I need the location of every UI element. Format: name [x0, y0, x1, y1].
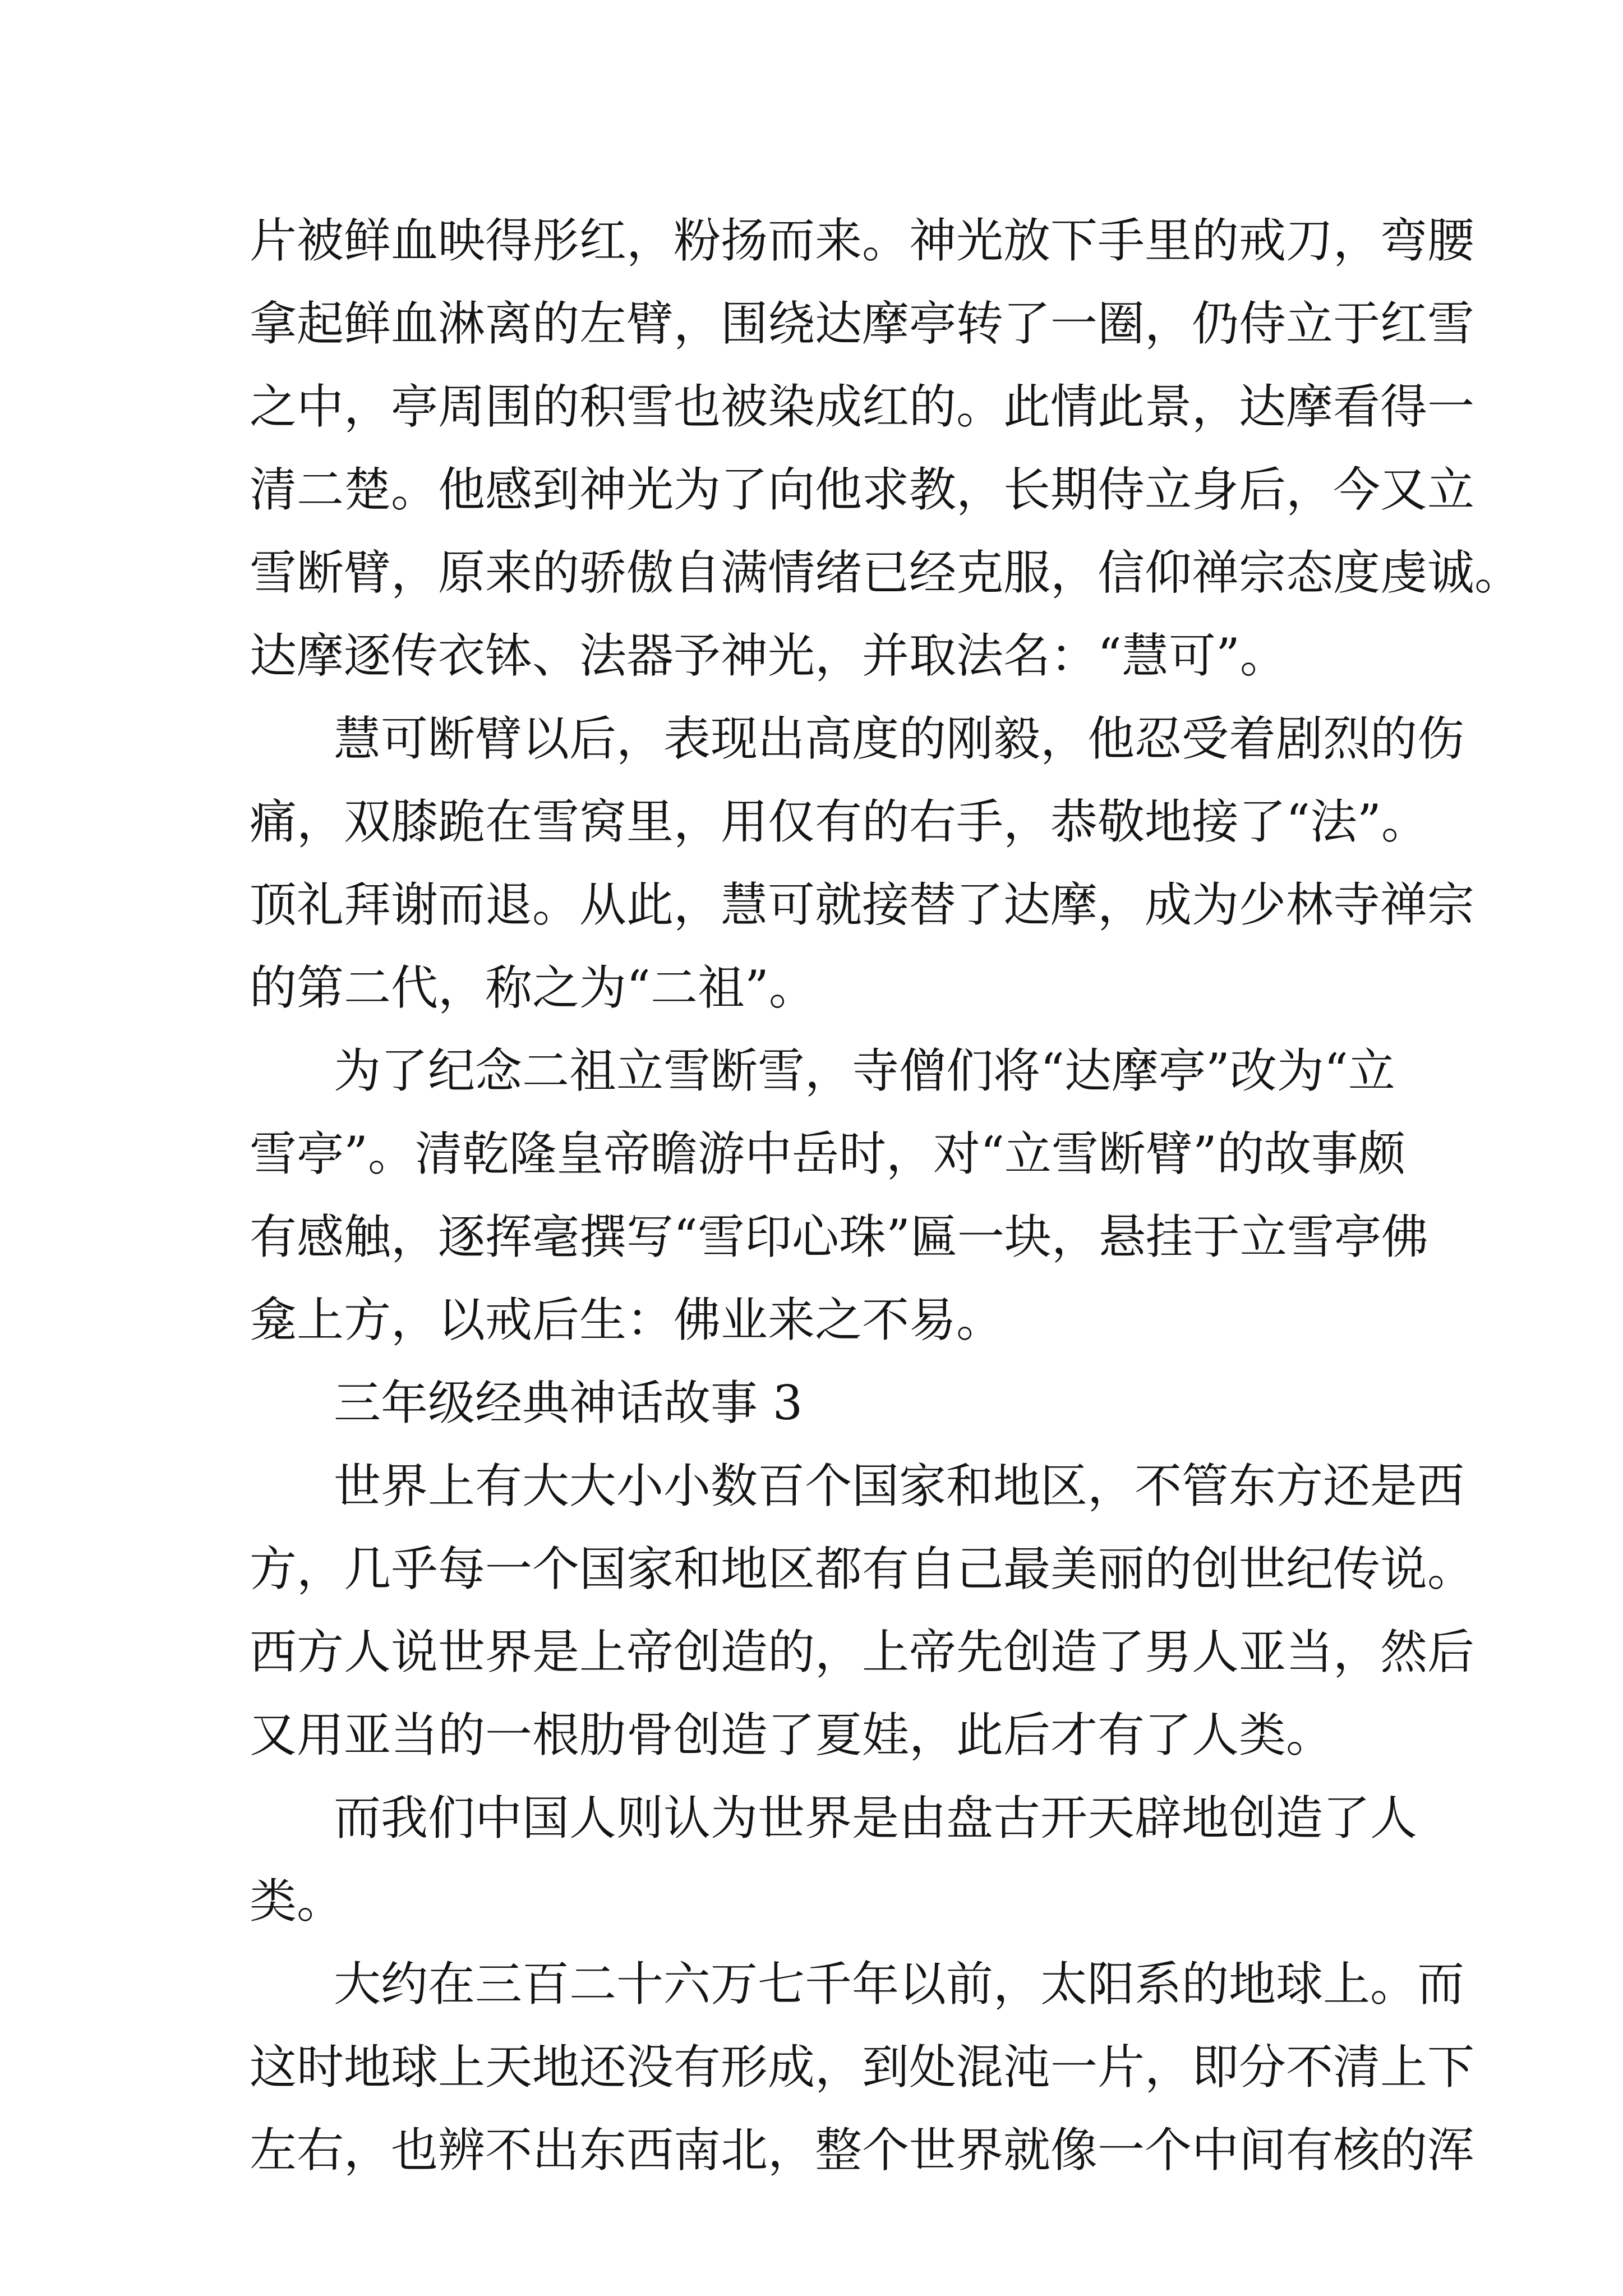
- text-line: 之中，亭周围的积雪也被染成红的。此情此景，达摩看得一: [250, 379, 1475, 434]
- section-heading: 三年级经典神话故事 3: [334, 1375, 803, 1430]
- paragraph-first-line: 大约在三百二十六万七千年以前，太阳系的地球上。而: [334, 1957, 1465, 2012]
- text-line: 方，几乎每一个国家和地区都有自己最美丽的创世纪传说。: [250, 1542, 1475, 1596]
- text-line: 类。: [250, 1874, 344, 1929]
- text-line: 拿起鲜血淋离的左臂，围绕达摩亭转了一圈，仍侍立于红雪: [250, 296, 1475, 351]
- text-line: 这时地球上天地还没有形成，到处混沌一片，即分不清上下: [250, 2040, 1475, 2095]
- text-line: 的第二代，称之为“二祖”。: [250, 960, 816, 1015]
- text-line: 左右，也辨不出东西南北，整个世界就像一个中间有核的浑: [250, 2123, 1475, 2178]
- paragraph-first-line: 为了纪念二祖立雪断雪，寺僧们将“达摩亭”改为“立: [334, 1043, 1395, 1098]
- text-line: 有感触，逐挥毫撰写“雪印心珠”匾一块，悬挂于立雪亭佛: [250, 1209, 1428, 1264]
- paragraph-first-line: 慧可断臂以后，表现出高度的刚毅，他忍受着剧烈的伤: [334, 711, 1465, 766]
- body-text: [250, 199, 1522, 2192]
- text-line: 片被鲜血映得彤红，粉扬而来。神光放下手里的戒刀，弯腰: [250, 213, 1475, 268]
- text-line: 雪亭”。清乾隆皇帝瞻游中岳时，对“立雪断臂”的故事颇: [250, 1126, 1405, 1181]
- paragraph-first-line: 世界上有大大小小数百个国家和地区，不管东方还是西: [334, 1458, 1465, 1513]
- paragraph-first-line: 而我们中国人则认为世界是由盘古开天辟地创造了人: [334, 1791, 1418, 1846]
- text-line: 顶礼拜谢而退。从此，慧可就接替了达摩，成为少林寺禅宗: [250, 877, 1475, 932]
- text-line: 西方人说世界是上帝创造的，上帝先创造了男人亚当，然后: [250, 1625, 1475, 1680]
- text-line: 痛，双膝跪在雪窝里，用仅有的右手，恭敬地接了“法”。: [250, 794, 1428, 849]
- text-line: 清二楚。他感到神光为了向他求教，长期侍立身后，今又立: [250, 462, 1475, 517]
- text-line: 达摩逐传衣钵、法器予神光，并取法名：“慧可”。: [250, 628, 1287, 683]
- text-line: 雪断臂，原来的骄傲自满情绪已经克服，信仰禅宗态度虔诚。: [250, 545, 1522, 600]
- text-line: 龛上方，以戒后生：佛业来之不易。: [250, 1292, 1004, 1347]
- text-line: 又用亚当的一根肋骨创造了夏娃，此后才有了人类。: [250, 1708, 1334, 1763]
